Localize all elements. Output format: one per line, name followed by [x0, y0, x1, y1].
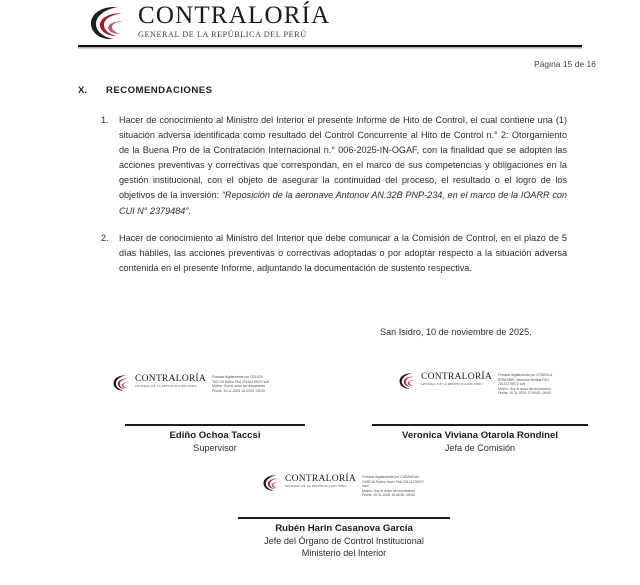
paragraph-text-tail: . — [188, 205, 191, 216]
signatory-organization: Ministerio del Interior — [301, 548, 387, 559]
logo-text-group — [138, 3, 330, 39]
paragraph-italic-text: “Reposición de la aeronave Antonov AN.32B PNP-234, en el marco de la IOARR con CUI N° 2379484” — [119, 190, 567, 216]
signature-line — [125, 424, 305, 426]
logo-title: CONTRALORÍA — [135, 373, 206, 384]
signature-reason: Motivo: Soy el autor del documento — [211, 384, 266, 389]
digital-signature-stamp — [112, 374, 269, 393]
logo-title: CONTRALORÍA — [138, 2, 331, 29]
contraloria-swoosh-icon — [88, 4, 134, 42]
header-divider — [78, 45, 582, 49]
signature-timestamp: Fecha: 10-11-2025 18:06:54 -05:00 — [361, 493, 415, 498]
list-item — [101, 113, 567, 219]
signature-signer: Firmado digitalmente por OCHOA — [211, 375, 263, 379]
logo-subtitle: GENERAL DE LA REPÚBLICA DEL PERÚ — [138, 29, 307, 39]
signature-signer-name: RONDINEL Veronica Viviana FAU — [497, 377, 549, 382]
logo-text-group — [135, 374, 206, 388]
contraloria-logo-small — [112, 374, 206, 392]
paragraph-text: Hacer de conocimiento al Ministro del Interior el presente Informe de Hito de Control, el cual contiene una (1) situación adversa identificada como resultado del Control Concurrente al Hito de Control n.° 2: Otorgamiento de la Buena Pro de la Contratación Internacional n.° 006-2025-IN-OGAF, con la finalidad que se adopten las acciones preventivas y correctivas que correspondan, en el marco de sus competencias y obligaciones en la gestión institucional, con el objeto de asegurar la continuidad del proceso, el resultado o el logro de los objetivos de la inversión: — [119, 115, 567, 201]
logo-subtitle: GENERAL DE LA REPÚBLICA DEL PERÚ — [421, 382, 483, 387]
signatory-role: Supervisor — [193, 442, 237, 453]
contraloria-logo-small — [262, 474, 356, 492]
signatory-block — [238, 517, 450, 560]
digital-signature-stamp — [262, 474, 424, 498]
list-text — [119, 231, 567, 276]
logo-text-group — [285, 474, 356, 488]
logo-subtitle: GENERAL DE LA REPÚBLICA DEL PERÚ — [285, 484, 347, 489]
signature-line — [372, 424, 588, 426]
logo-title: CONTRALORÍA — [285, 473, 356, 484]
signature-metadata — [498, 372, 552, 396]
list-marker: 1. — [101, 115, 109, 125]
page-number: Página 15 de 16 — [534, 59, 596, 69]
signature-metadata — [212, 374, 269, 393]
signature-timestamp: Fecha: 10-11-2025 17:56:53 -05:00 — [497, 391, 551, 396]
signature-line — [238, 517, 450, 519]
signatory-role: Jefa de Comisión — [444, 442, 516, 453]
paragraph-text: Hacer de conocimiento al Ministro del Interior que debe comunicar a la Comisión de Control, en el plazo de 5 días hábiles, las acciones preventivas o correctivas adoptadas o por adoptar respecto a la situación adversa contenida en el presente Informe, adjuntando la documentación de sustento respectiva. — [119, 232, 567, 273]
list-item — [101, 231, 567, 276]
logo-title: CONTRALORÍA — [421, 371, 492, 382]
list-marker: 2. — [101, 232, 109, 243]
section-number: X. — [78, 85, 88, 96]
contraloria-logo — [88, 3, 330, 42]
signature-signer: Firmado digitalmente por OTAROLA — [497, 373, 553, 377]
section-heading — [78, 85, 212, 96]
contraloria-swoosh-icon — [398, 372, 420, 390]
document-header — [0, 0, 640, 58]
signature-timestamp: Fecha: 10-11-2025 18:03:01 -05:00 — [211, 388, 265, 393]
signatory-block — [125, 424, 305, 454]
digital-signature-stamp — [398, 372, 552, 396]
contraloria-swoosh-icon — [112, 374, 134, 392]
signature-signer-id: TACCSI Ediño FAU 20131378972 soft — [211, 379, 270, 384]
signature-signer-id: 20131378972 soft — [497, 382, 526, 387]
logo-subtitle: GENERAL DE LA REPÚBLICA DEL PERÚ — [135, 384, 197, 389]
date-line: San Isidro, 10 de noviembre de 2025. — [380, 327, 532, 337]
signatory-name: Veronica Viviana Otarola Rondinel — [401, 429, 559, 441]
signature-signer-id: GARCIA Ruben Harin FAU 20131378972 — [361, 479, 424, 484]
contraloria-swoosh-icon — [262, 474, 284, 492]
signature-signer: Firmado digitalmente por CASANOVA — [361, 475, 419, 479]
list-text — [119, 113, 567, 219]
signatory-name: Rubén Harin Casanova García — [275, 522, 413, 534]
logo-text-group — [421, 372, 492, 386]
signatory-role: Jefe del Órgano de Control Institucional — [264, 535, 424, 546]
signature-metadata — [362, 474, 424, 498]
signatory-block — [372, 424, 588, 454]
contraloria-logo-small — [398, 372, 492, 390]
signature-token-type: hard — [361, 484, 369, 489]
signature-reason: Motivo: Soy el autor del documento — [361, 488, 416, 493]
recommendations-list — [101, 113, 567, 288]
signature-reason: Motivo: Soy el autor del documento — [497, 386, 552, 391]
section-title: RECOMENDACIONES — [106, 85, 213, 96]
signatory-name: Ediño Ochoa Taccsi — [169, 429, 261, 441]
